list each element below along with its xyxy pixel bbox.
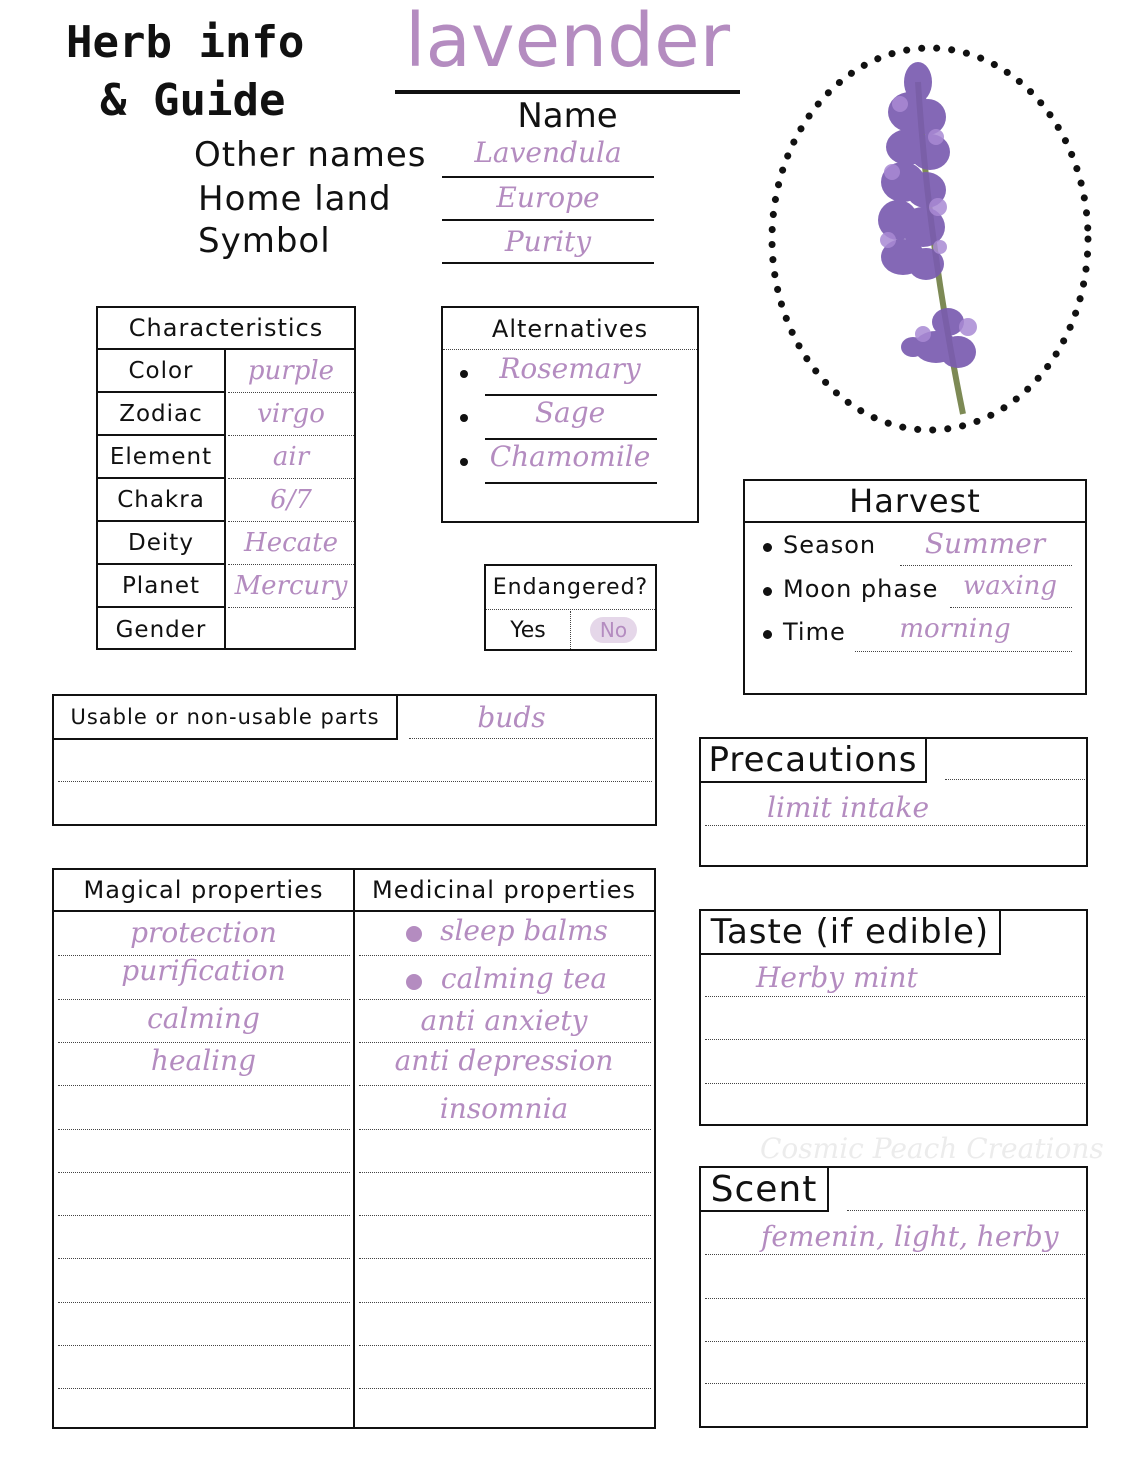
magical-line [58,1085,350,1086]
properties-table [52,868,656,1429]
taste-box [699,909,1088,1126]
harvest-title: Harvest [745,481,1085,523]
medicinal-item: insomnia [439,1092,569,1125]
alternatives-title: Alternatives [443,308,697,350]
medicinal-line [359,1215,651,1216]
scent-title: Scent [701,1168,829,1212]
magical-item: protection [130,916,277,949]
magical-line [58,1302,350,1303]
endangered-title: Endangered? [486,566,655,610]
magical-line [58,1215,350,1216]
characteristics-title: Characteristics [98,308,354,350]
time-label: Time [783,618,846,646]
symbol-line [442,262,654,264]
medicinal-line [359,1172,651,1173]
season-line [900,565,1072,566]
medicinal-line [359,1345,651,1346]
scent-line-4 [705,1341,1085,1342]
medicinal-line [359,1042,651,1043]
medicinal-line [359,1258,651,1259]
alternative-bullet [460,414,468,422]
moon-phase-label: Moon phase [783,575,939,603]
magical-line [58,999,350,1000]
endangered-yes-option[interactable]: Yes [486,611,571,649]
usable-parts-value: buds [477,701,546,734]
time-line [855,651,1072,652]
medicinal-line [359,1388,651,1389]
title-line-2: & Guide [100,75,286,126]
taste-line-2 [705,1039,1085,1040]
magical-line [58,1129,350,1130]
characteristic-label: Gender [115,616,207,643]
characteristic-value: 6/7 [228,479,354,522]
time-value: morning [899,614,1011,644]
characteristic-value: Mercury [228,565,354,608]
endangered-no-label: No [590,617,637,643]
medicinal-line [359,1302,651,1303]
endangered-box [484,564,657,651]
characteristic-label: Color [98,350,224,393]
medicinal-line [359,1129,651,1130]
precautions-line-2 [705,825,1085,826]
alternative-bullet [460,370,468,378]
symbol-label: Symbol [198,221,331,261]
medicinal-item: sleep balms [440,914,608,947]
medicinal-item: anti anxiety [420,1004,588,1037]
magical-item: healing [150,1044,257,1077]
medicinal-line [359,1085,651,1086]
characteristic-label: Planet [98,565,224,608]
magical-item: purification [121,954,286,987]
magical-line [58,1042,350,1043]
moon-bullet [763,587,772,596]
scent-line-5 [705,1383,1085,1384]
usable-parts-line-1 [409,738,653,739]
taste-line-3 [705,1083,1085,1084]
other-names-value: Lavendula [474,136,622,169]
medicinal-item: calming tea [440,962,608,995]
characteristic-value: virgo [228,393,354,436]
herb-name: lavender [404,0,731,84]
alternative-bullet [460,458,468,466]
characteristic-value: air [228,436,354,479]
herb-name-line [395,90,740,94]
title-line-1: Herb info [66,17,305,68]
magical-line [58,1345,350,1346]
usable-parts-line-2 [58,781,652,782]
season-label: Season [783,531,877,559]
characteristics-table [96,306,356,650]
lavender-sprig-icon [768,42,1093,437]
characteristic-value: purple [228,350,354,393]
characteristics-divider [224,350,226,650]
other-names-label: Other names [194,135,427,175]
taste-line-1 [705,996,1085,997]
characteristic-label: Chakra [98,479,224,522]
home-land-value: Europe [496,181,600,214]
medicinal-line [359,999,651,1000]
home-land-line [442,219,654,221]
symbol-value: Purity [504,225,592,258]
alternative-line [485,482,657,484]
page-title [66,14,304,130]
medicinal-item: anti depression [394,1044,614,1077]
precautions-value: limit intake [767,791,930,824]
time-bullet [763,630,772,639]
endangered-no-option[interactable] [572,611,655,649]
scent-line-3 [705,1298,1085,1299]
scent-line-1 [847,1210,1085,1211]
magical-title: Magical properties [54,870,353,912]
name-label: Name [517,96,618,136]
characteristic-label: Zodiac [98,393,224,436]
magical-line [58,1172,350,1173]
scent-line-2 [705,1254,1085,1255]
magical-line [58,1258,350,1259]
taste-value: Herby mint [756,961,918,994]
magical-item: calming [147,1002,260,1035]
magical-line [58,1388,350,1389]
usable-parts-box [52,694,657,826]
moon-phase-line [950,607,1072,608]
characteristic-value [228,608,354,651]
medicinal-line [359,955,651,956]
watermark: Cosmic Peach Creations [760,1132,1104,1165]
harvest-box [743,479,1087,695]
alternative-item: Chamomile [489,440,651,473]
medicinal-title: Medicinal properties [354,870,654,912]
alternative-item: Sage [534,396,606,429]
properties-divider [353,870,355,1427]
taste-title: Taste (if edible) [701,911,1001,955]
scent-box [699,1166,1088,1428]
home-land-label: Home land [198,179,392,219]
other-names-line [442,176,654,178]
moon-phase-value: waxing [962,571,1058,601]
characteristic-label: Element [98,436,224,479]
season-bullet [763,543,772,552]
alternative-item: Rosemary [499,352,641,385]
usable-parts-title: Usable or non-usable parts [54,696,398,740]
precautions-box [699,737,1088,867]
precautions-title: Precautions [701,739,927,783]
alternatives-box [441,306,699,523]
season-value: Summer [924,527,1046,560]
precautions-line-1 [945,779,1085,780]
scent-value: femenin, light, herby [761,1220,1059,1253]
characteristic-value: Hecate [228,522,354,565]
characteristic-label: Deity [98,522,224,565]
